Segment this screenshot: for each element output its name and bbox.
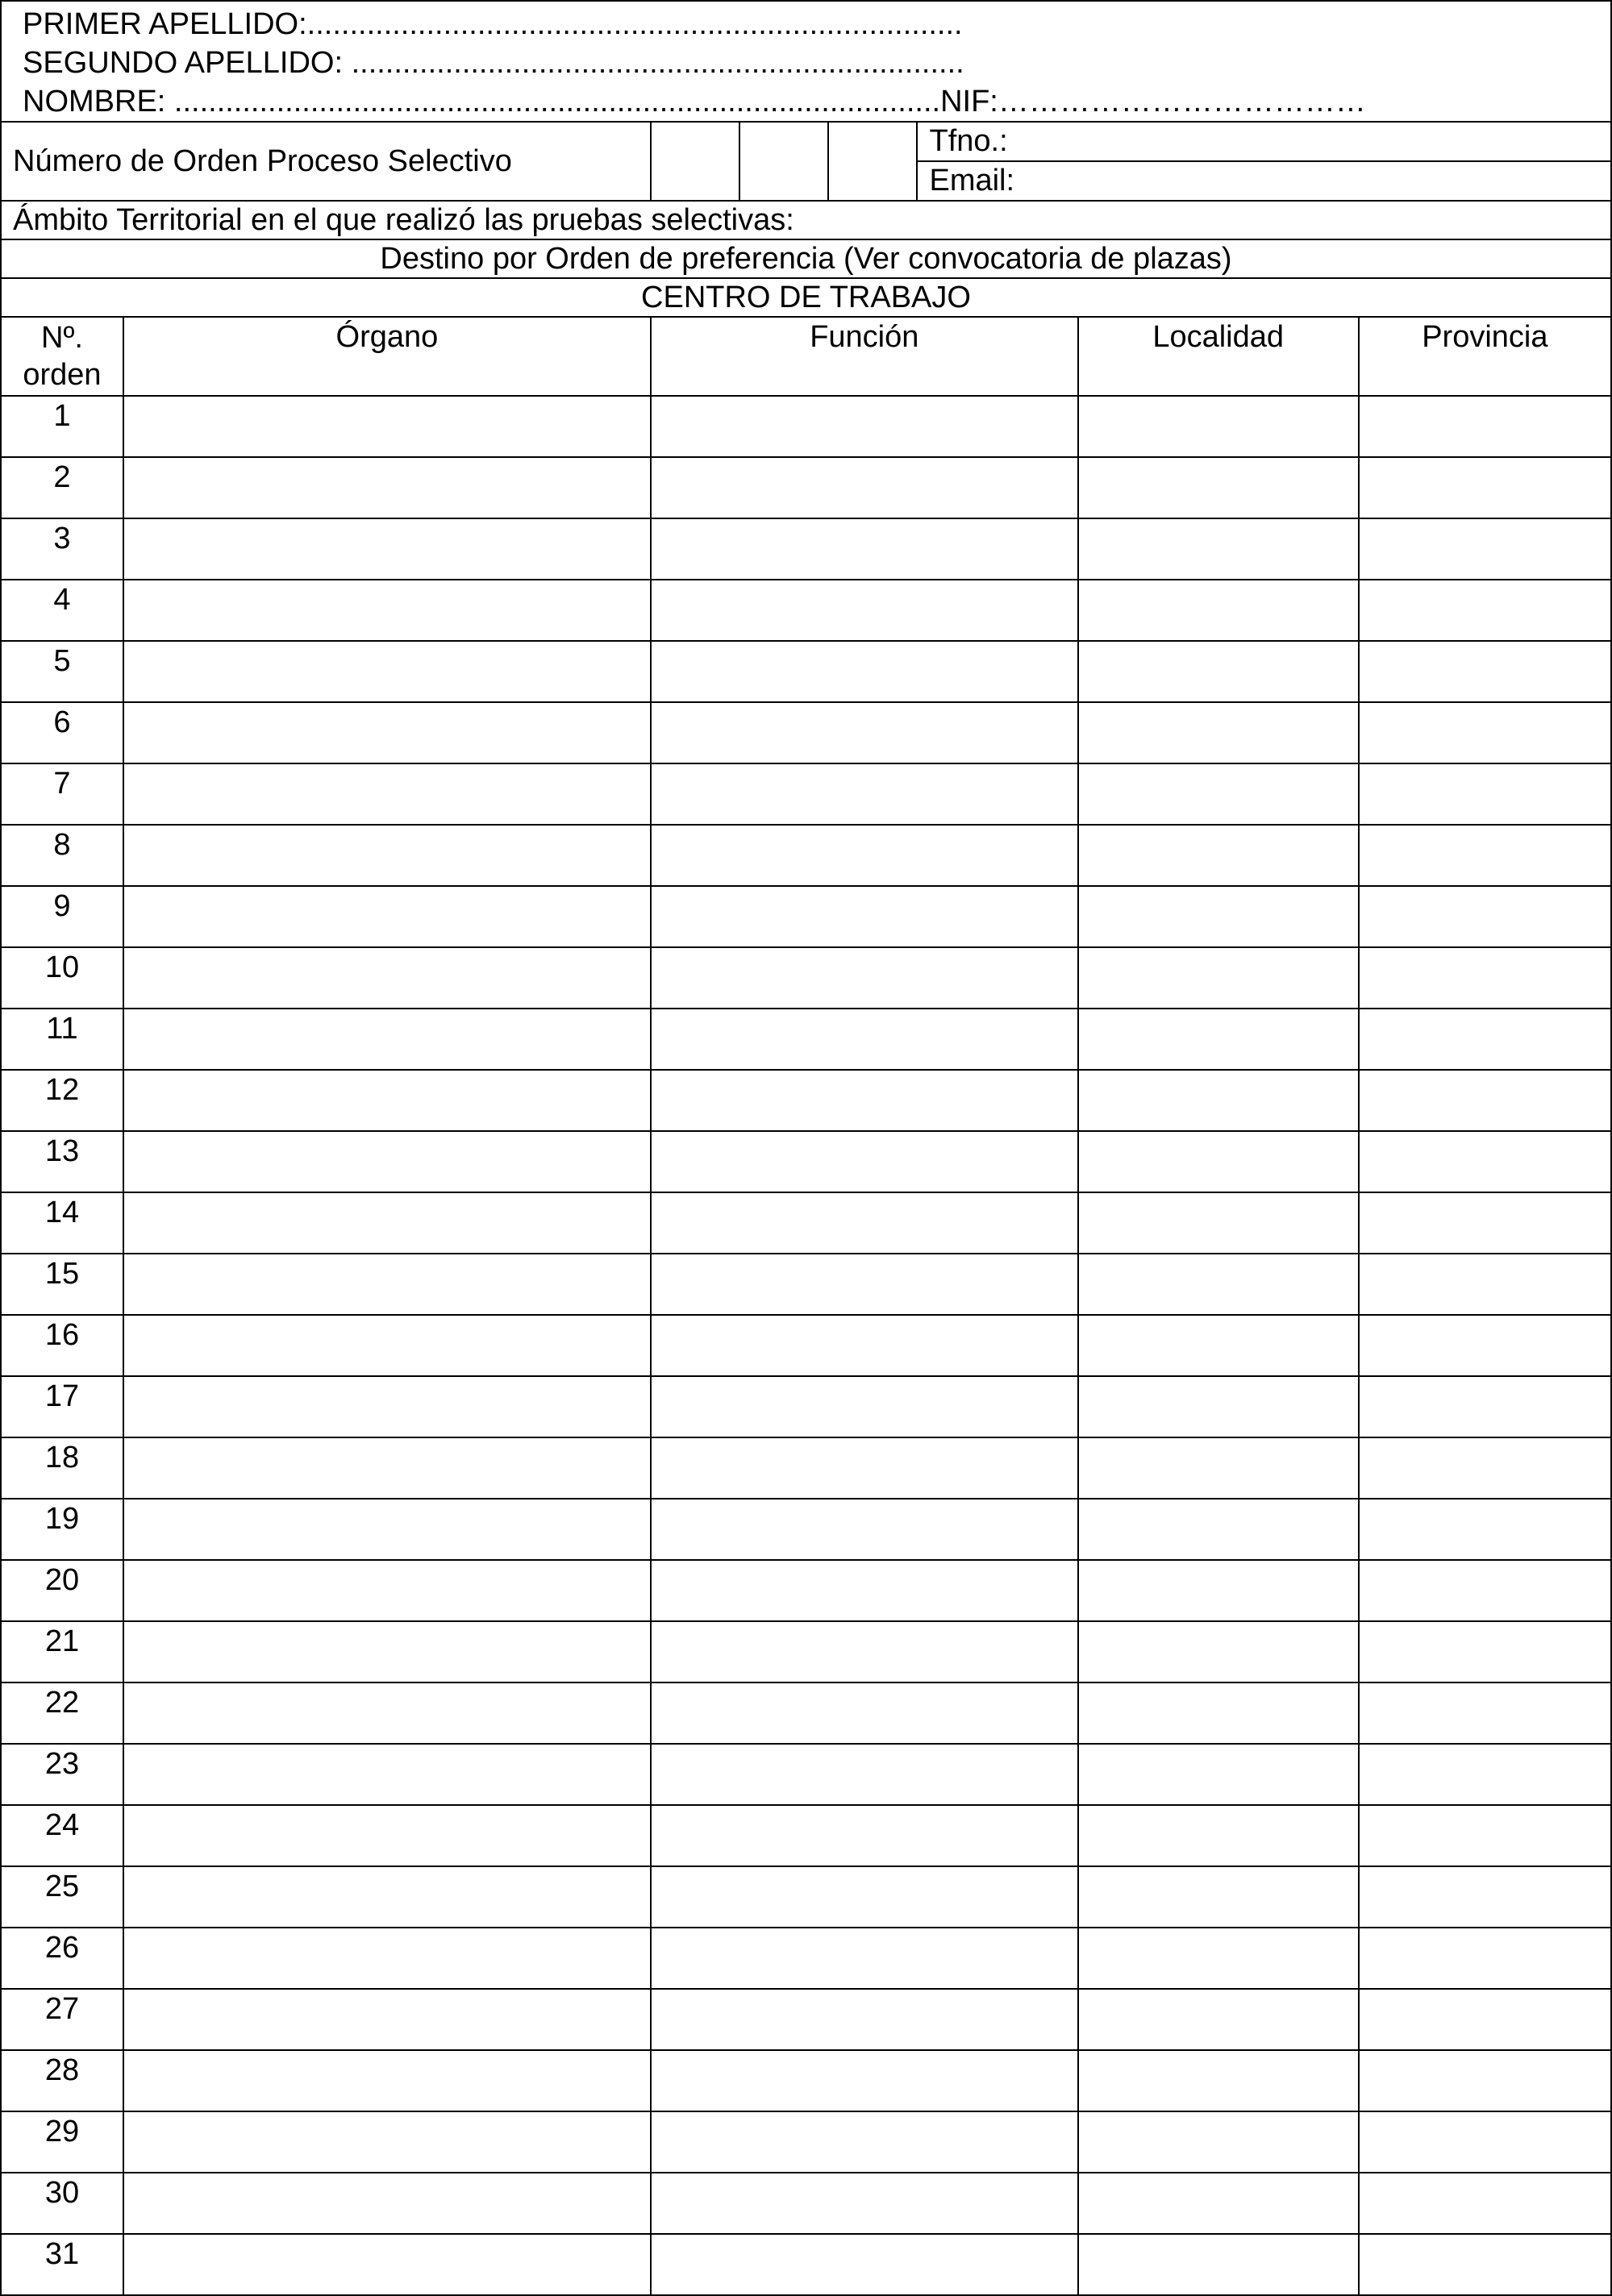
localidad-cell[interactable] <box>1078 1192 1359 1254</box>
row-number: 21 <box>1 1621 123 1682</box>
row-number: 22 <box>1 1682 123 1744</box>
funcion-cell[interactable] <box>651 1866 1078 1928</box>
funcion-cell[interactable] <box>651 2050 1078 2111</box>
funcion-cell[interactable] <box>651 702 1078 763</box>
table-row <box>1 1989 1611 2050</box>
destino-heading: Destino por Orden de preferencia (Ver convocatoria de plazas) <box>1 239 1611 278</box>
provincia-cell[interactable] <box>1359 580 1611 641</box>
table-row <box>1 1192 1611 1254</box>
organo-cell[interactable] <box>123 580 651 641</box>
table-row <box>1 518 1611 580</box>
localidad-cell[interactable] <box>1078 457 1359 518</box>
organo-cell[interactable] <box>123 825 651 886</box>
provincia-cell[interactable] <box>1359 1070 1611 1131</box>
provincia-cell[interactable] <box>1359 1499 1611 1560</box>
table-row <box>1 2050 1611 2111</box>
provincia-cell[interactable] <box>1359 1560 1611 1621</box>
funcion-cell[interactable] <box>651 886 1078 947</box>
row-number: 19 <box>1 1499 123 1560</box>
row-number: 5 <box>1 641 123 702</box>
organo-cell[interactable] <box>123 457 651 518</box>
organo-cell[interactable] <box>123 1376 651 1437</box>
funcion-cell[interactable] <box>651 1682 1078 1744</box>
organo-cell[interactable] <box>123 1070 651 1131</box>
table-row <box>1 1437 1611 1499</box>
localidad-cell[interactable] <box>1078 1499 1359 1560</box>
organo-cell[interactable] <box>123 1499 651 1560</box>
provincia-cell[interactable] <box>1359 1376 1611 1437</box>
funcion-cell[interactable] <box>651 396 1078 457</box>
table-row <box>1 2234 1611 2295</box>
provincia-cell[interactable] <box>1359 947 1611 1009</box>
table-row <box>1 1866 1611 1928</box>
localidad-cell[interactable] <box>1078 702 1359 763</box>
row-number: 29 <box>1 2111 123 2173</box>
organo-cell[interactable] <box>123 1192 651 1254</box>
table-row <box>1 2111 1611 2173</box>
table-row <box>1 1560 1611 1621</box>
row-number: 16 <box>1 1315 123 1376</box>
primer-apellido-field[interactable]: PRIMER APELLIDO:............................................................................. <box>23 7 963 41</box>
order-digit-box-2[interactable] <box>739 122 828 201</box>
column-header-localidad: Localidad <box>1078 317 1359 396</box>
provincia-cell[interactable] <box>1359 1805 1611 1866</box>
table-row <box>1 825 1611 886</box>
provincia-cell[interactable] <box>1359 1315 1611 1376</box>
row-number: 30 <box>1 2173 123 2234</box>
provincia-cell[interactable] <box>1359 1009 1611 1070</box>
personal-data-cell <box>1 1 1611 122</box>
organo-cell[interactable] <box>123 763 651 825</box>
row-number: 18 <box>1 1437 123 1499</box>
provincia-cell[interactable] <box>1359 763 1611 825</box>
provincia-cell[interactable] <box>1359 1989 1611 2050</box>
funcion-cell[interactable] <box>651 763 1078 825</box>
row-number: 11 <box>1 1009 123 1070</box>
organo-cell[interactable] <box>123 1009 651 1070</box>
centro-trabajo-heading: CENTRO DE TRABAJO <box>1 278 1611 317</box>
provincia-cell[interactable] <box>1359 1928 1611 1989</box>
ambito-territorial-field[interactable]: Ámbito Territorial en el que realizó las pruebas selectivas: <box>1 201 1611 239</box>
row-number: 31 <box>1 2234 123 2295</box>
localidad-cell[interactable] <box>1078 1928 1359 1989</box>
funcion-cell[interactable] <box>651 1989 1078 2050</box>
provincia-cell[interactable] <box>1359 886 1611 947</box>
row-number: 7 <box>1 763 123 825</box>
localidad-cell[interactable] <box>1078 518 1359 580</box>
table-row <box>1 702 1611 763</box>
organo-cell[interactable] <box>123 1805 651 1866</box>
funcion-cell[interactable] <box>651 1315 1078 1376</box>
row-number: 10 <box>1 947 123 1009</box>
funcion-cell[interactable] <box>651 1744 1078 1805</box>
table-row <box>1 1009 1611 1070</box>
organo-cell[interactable] <box>123 1989 651 2050</box>
localidad-cell[interactable] <box>1078 2234 1359 2295</box>
organo-cell[interactable] <box>123 2111 651 2173</box>
row-number: 15 <box>1 1254 123 1315</box>
provincia-cell[interactable] <box>1359 1437 1611 1499</box>
order-digit-box-3[interactable] <box>828 122 918 201</box>
localidad-cell[interactable] <box>1078 2050 1359 2111</box>
num-orden-label: Nº. orden <box>23 321 102 392</box>
funcion-cell[interactable] <box>651 1192 1078 1254</box>
funcion-cell[interactable] <box>651 2111 1078 2173</box>
funcion-cell[interactable] <box>651 1254 1078 1315</box>
table-row <box>1 1315 1611 1376</box>
localidad-cell[interactable] <box>1078 396 1359 457</box>
organo-cell[interactable] <box>123 1560 651 1621</box>
provincia-cell[interactable] <box>1359 396 1611 457</box>
localidad-cell[interactable] <box>1078 1866 1359 1928</box>
organo-cell[interactable] <box>123 1866 651 1928</box>
organo-cell[interactable] <box>123 886 651 947</box>
table-row <box>1 947 1611 1009</box>
organo-cell[interactable] <box>123 1315 651 1376</box>
organo-cell[interactable] <box>123 1744 651 1805</box>
organo-cell[interactable] <box>123 1131 651 1192</box>
row-number: 23 <box>1 1744 123 1805</box>
row-number: 27 <box>1 1989 123 2050</box>
row-number: 17 <box>1 1376 123 1437</box>
localidad-cell[interactable] <box>1078 2173 1359 2234</box>
segundo-apellido-field[interactable]: SEGUNDO APELLIDO: ........................................................................ <box>23 46 964 80</box>
row-number: 6 <box>1 702 123 763</box>
localidad-cell[interactable] <box>1078 641 1359 702</box>
organo-cell[interactable] <box>123 1928 651 1989</box>
localidad-cell[interactable] <box>1078 1621 1359 1682</box>
provincia-cell[interactable] <box>1359 2234 1611 2295</box>
organo-cell[interactable] <box>123 1682 651 1744</box>
row-number: 20 <box>1 1560 123 1621</box>
localidad-cell[interactable] <box>1078 1131 1359 1192</box>
localidad-cell[interactable] <box>1078 1744 1359 1805</box>
provincia-cell[interactable] <box>1359 1744 1611 1805</box>
localidad-cell[interactable] <box>1078 1989 1359 2050</box>
table-row <box>1 2173 1611 2234</box>
organo-cell[interactable] <box>123 1621 651 1682</box>
row-number: 2 <box>1 457 123 518</box>
localidad-cell[interactable] <box>1078 1805 1359 1866</box>
funcion-cell[interactable] <box>651 2234 1078 2295</box>
table-row <box>1 1131 1611 1192</box>
localidad-cell[interactable] <box>1078 1682 1359 1744</box>
localidad-cell[interactable] <box>1078 580 1359 641</box>
column-header-organo: Órgano <box>123 317 651 396</box>
funcion-cell[interactable] <box>651 1499 1078 1560</box>
row-number: 1 <box>1 396 123 457</box>
localidad-cell[interactable] <box>1078 825 1359 886</box>
organo-cell[interactable] <box>123 1254 651 1315</box>
provincia-cell[interactable] <box>1359 1254 1611 1315</box>
provincia-cell[interactable] <box>1359 2050 1611 2111</box>
table-row <box>1 1805 1611 1866</box>
funcion-cell[interactable] <box>651 457 1078 518</box>
order-number-label: Número de Orden Proceso Selectivo <box>1 122 651 201</box>
row-number: 12 <box>1 1070 123 1131</box>
row-number: 14 <box>1 1192 123 1254</box>
provincia-cell[interactable] <box>1359 1131 1611 1192</box>
table-row <box>1 1376 1611 1437</box>
table-row <box>1 1070 1611 1131</box>
localidad-cell[interactable] <box>1078 1070 1359 1131</box>
row-number: 24 <box>1 1805 123 1866</box>
provincia-cell[interactable] <box>1359 825 1611 886</box>
table-row <box>1 1621 1611 1682</box>
funcion-cell[interactable] <box>651 947 1078 1009</box>
organo-cell[interactable] <box>123 2173 651 2234</box>
column-header-num-orden <box>1 317 123 396</box>
table-row <box>1 886 1611 947</box>
funcion-cell[interactable] <box>651 641 1078 702</box>
table-row <box>1 1499 1611 1560</box>
table-row <box>1 1928 1611 1989</box>
funcion-cell[interactable] <box>651 2173 1078 2234</box>
funcion-cell[interactable] <box>651 1928 1078 1989</box>
row-number: 3 <box>1 518 123 580</box>
column-header-funcion: Función <box>651 317 1078 396</box>
provincia-cell[interactable] <box>1359 702 1611 763</box>
column-header-provincia: Provincia <box>1359 317 1611 396</box>
localidad-cell[interactable] <box>1078 1376 1359 1437</box>
localidad-cell[interactable] <box>1078 1254 1359 1315</box>
funcion-cell[interactable] <box>651 1805 1078 1866</box>
organo-cell[interactable] <box>123 1437 651 1499</box>
table-row <box>1 1682 1611 1744</box>
row-number: 28 <box>1 2050 123 2111</box>
organo-cell[interactable] <box>123 947 651 1009</box>
provincia-cell[interactable] <box>1359 457 1611 518</box>
table-row <box>1 763 1611 825</box>
localidad-cell[interactable] <box>1078 1009 1359 1070</box>
provincia-cell[interactable] <box>1359 518 1611 580</box>
phone-field[interactable]: Tfno.: <box>917 122 1611 161</box>
funcion-cell[interactable] <box>651 1560 1078 1621</box>
table-row <box>1 396 1611 457</box>
localidad-cell[interactable] <box>1078 947 1359 1009</box>
row-number: 4 <box>1 580 123 641</box>
localidad-cell[interactable] <box>1078 1437 1359 1499</box>
organo-cell[interactable] <box>123 396 651 457</box>
funcion-cell[interactable] <box>651 1131 1078 1192</box>
provincia-cell[interactable] <box>1359 1192 1611 1254</box>
organo-cell[interactable] <box>123 641 651 702</box>
provincia-cell[interactable] <box>1359 2111 1611 2173</box>
row-number: 8 <box>1 825 123 886</box>
table-row <box>1 580 1611 641</box>
table-row <box>1 1254 1611 1315</box>
funcion-cell[interactable] <box>651 1376 1078 1437</box>
organo-cell[interactable] <box>123 518 651 580</box>
nombre-nif-field[interactable]: NOMBRE: ..........................................................................................NIF:……………………………… <box>23 85 1366 119</box>
funcion-cell[interactable] <box>651 1621 1078 1682</box>
funcion-cell[interactable] <box>651 1009 1078 1070</box>
row-number: 9 <box>1 886 123 947</box>
funcion-cell[interactable] <box>651 580 1078 641</box>
localidad-cell[interactable] <box>1078 2111 1359 2173</box>
funcion-cell[interactable] <box>651 518 1078 580</box>
row-number: 25 <box>1 1866 123 1928</box>
provincia-cell[interactable] <box>1359 641 1611 702</box>
organo-cell[interactable] <box>123 702 651 763</box>
localidad-cell[interactable] <box>1078 1560 1359 1621</box>
email-field[interactable]: Email: <box>917 161 1611 201</box>
organo-cell[interactable] <box>123 2050 651 2111</box>
row-number: 26 <box>1 1928 123 1989</box>
funcion-cell[interactable] <box>651 825 1078 886</box>
provincia-cell[interactable] <box>1359 1866 1611 1928</box>
table-row <box>1 457 1611 518</box>
localidad-cell[interactable] <box>1078 763 1359 825</box>
provincia-cell[interactable] <box>1359 2173 1611 2234</box>
order-digit-box-1[interactable] <box>651 122 739 201</box>
localidad-cell[interactable] <box>1078 886 1359 947</box>
organo-cell[interactable] <box>123 2234 651 2295</box>
funcion-cell[interactable] <box>651 1437 1078 1499</box>
row-number: 13 <box>1 1131 123 1192</box>
provincia-cell[interactable] <box>1359 1621 1611 1682</box>
funcion-cell[interactable] <box>651 1070 1078 1131</box>
provincia-cell[interactable] <box>1359 1682 1611 1744</box>
table-row <box>1 1744 1611 1805</box>
localidad-cell[interactable] <box>1078 1315 1359 1376</box>
table-row <box>1 641 1611 702</box>
